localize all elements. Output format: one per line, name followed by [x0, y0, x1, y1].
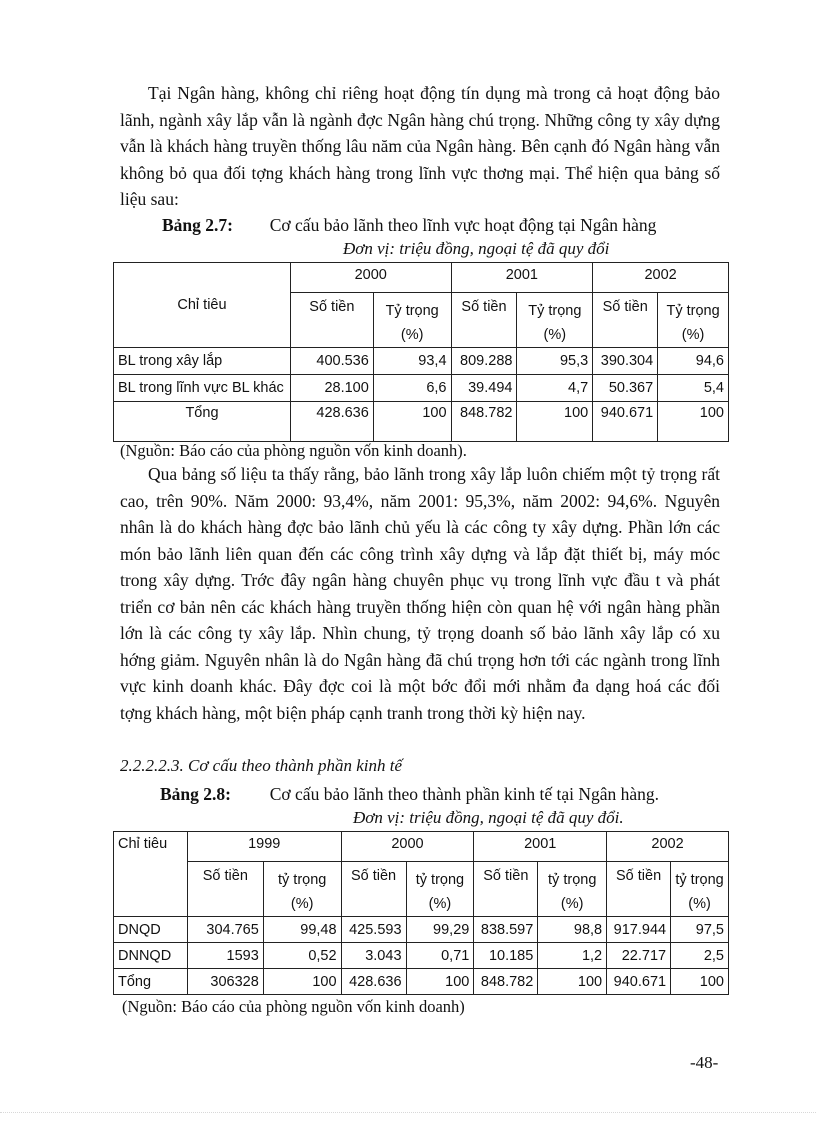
- table2-row-label: Tổng: [114, 969, 188, 995]
- table2-cell: 99,29: [406, 917, 474, 943]
- table-row: [114, 348, 729, 375]
- table2-cell: 2,5: [671, 943, 729, 969]
- table2-year-header: 1999: [187, 832, 341, 862]
- table1-cell: 809.288: [451, 348, 517, 375]
- table1-cell: 95,3: [517, 348, 593, 375]
- table2-cell: 1593: [187, 943, 263, 969]
- table1-cell: 100: [517, 402, 593, 442]
- table2-cell: 0,52: [263, 943, 341, 969]
- table1-cell: 28.100: [290, 375, 373, 402]
- table2-source: (Nguồn: Báo cáo của phòng nguồn vốn kinh doanh): [122, 997, 465, 1016]
- table1-year-header: 2000: [290, 263, 451, 293]
- table2-cell: 98,8: [538, 917, 607, 943]
- table1-header-indicator: Chỉ tiêu: [114, 263, 291, 348]
- table1-cell: 940.671: [593, 402, 658, 442]
- table1-year-header: 2002: [593, 263, 729, 293]
- table2-cell: 1,2: [538, 943, 607, 969]
- table1-cell: 94,6: [658, 348, 729, 375]
- table2-col-share: tỷ trọng (%): [406, 862, 474, 917]
- table2-cell: 100: [263, 969, 341, 995]
- table2-unit: Đơn vị: triệu đồng, ngoại tệ đã quy đổi.: [353, 808, 624, 827]
- table1-cell: 5,4: [658, 375, 729, 402]
- table1-cell: 100: [373, 402, 451, 442]
- table2-cell: 848.782: [474, 969, 538, 995]
- table2-year-header: 2002: [607, 832, 729, 862]
- page-number: -48-: [690, 1053, 719, 1072]
- table2-cell: 10.185: [474, 943, 538, 969]
- table2-cell: 425.593: [341, 917, 406, 943]
- intro-paragraph-text: Tại Ngân hàng, không chỉ riêng hoạt động tín dụng mà trong cả hoạt động bảo lãnh, ngành xây lắp vẫn là ngành đợc Ngân hàng chú trọng. Những công ty xây dựng vẫn là khách hàng truyền thống lâu năm của Ngân hàng. Bên cạnh đó Ngân hàng vẫn không bỏ qua đối tợng khách hàng trong lĩnh vực thơng mại. Thể hiện qua bảng số liệu sau:: [120, 83, 720, 209]
- table2-cell: 940.671: [607, 969, 671, 995]
- table1-label: Bảng 2.7:: [162, 215, 233, 235]
- table2-cell: 838.597: [474, 917, 538, 943]
- table1-col-share: Tỷ trọng (%): [517, 293, 593, 348]
- table1-row-label: Tổng: [114, 402, 291, 442]
- table-row: [114, 917, 729, 943]
- table1: [113, 262, 729, 442]
- table2-cell: 100: [671, 969, 729, 995]
- table2-year-header: 2000: [341, 832, 474, 862]
- table1-cell: 400.536: [290, 348, 373, 375]
- table2-col-amount: Số tiền: [341, 862, 406, 917]
- table1-cell: 848.782: [451, 402, 517, 442]
- table2-col-share: tỷ trọng (%): [263, 862, 341, 917]
- table1-cell: 50.367: [593, 375, 658, 402]
- table1-caption: [162, 213, 656, 237]
- table2-cell: 97,5: [671, 917, 729, 943]
- table1-col-amount: Số tiền: [451, 293, 517, 348]
- table1-source: (Nguồn: Báo cáo của phòng nguồn vốn kinh doanh).: [120, 441, 467, 460]
- table2-col-amount: Số tiền: [607, 862, 671, 917]
- table1-unit: Đơn vị: triệu đồng, ngoại tệ đã quy đổi: [343, 239, 610, 258]
- table1-title: Cơ cấu bảo lãnh theo lĩnh vực hoạt động tại Ngân hàng: [269, 215, 657, 235]
- analysis-paragraph-text: Qua bảng số liệu ta thấy rằng, bảo lãnh trong xây lắp luôn chiếm một tỷ trọng rất cao, trên 90%. Năm 2000: 93,4%, năm 2001: 95,3%, năm 2002: 94,6%. Nguyên nhân là do khách hàng đợc bảo lãnh chủ yếu là các công ty xây dựng. Phần lớn các món bảo lãnh liên quan đến các công trình xây dựng và lắp đặt thiết bị, máy móc trong xây dựng. Trớc đây ngân hàng chuyên phục vụ trong lĩnh vực đầu t và phát triển cơ bản nên các khách hàng truyền thống hiện còn quan hệ với ngân hàng phần lớn là các công ty xây lắp. Nhìn chung, tỷ trọng doanh số bảo lãnh xây lắp có xu hớng giảm. Nguyên nhân là do Ngân hàng đã chú trọng hơn tới các ngành trong lĩnh vực kinh doanh khác. Đây đợc coi là một bớc đổi mới nhằm đa dạng hoá các đối tợng khách hàng, một biện pháp cạnh tranh trong thời kỳ hiện nay.: [120, 464, 720, 723]
- page-bottom-divider: [0, 1112, 816, 1113]
- table1-row-label: BL trong xây lắp: [114, 348, 291, 375]
- table2-cell: 428.636: [341, 969, 406, 995]
- table1-cell: 93,4: [373, 348, 451, 375]
- table2-cell: 917.944: [607, 917, 671, 943]
- table2-cell: 100: [406, 969, 474, 995]
- table1-col-share: Tỷ trọng (%): [658, 293, 729, 348]
- table2: [113, 831, 729, 995]
- table1-cell: 390.304: [593, 348, 658, 375]
- analysis-paragraph: [120, 461, 720, 726]
- table2-col-share: tỷ trọng (%): [538, 862, 607, 917]
- table2-col-amount: Số tiền: [474, 862, 538, 917]
- table-row: [114, 375, 729, 402]
- table2-title: Cơ cấu bảo lãnh theo thành phần kinh tế tại Ngân hàng.: [269, 784, 660, 804]
- table1-cell: 6,6: [373, 375, 451, 402]
- table2-cell: 3.043: [341, 943, 406, 969]
- section-heading: 2.2.2.2.3. Cơ cấu theo thành phần kinh tế: [120, 756, 402, 775]
- table2-row-label: DNQD: [114, 917, 188, 943]
- table-row: [114, 969, 729, 995]
- table1-col-amount: Số tiền: [290, 293, 373, 348]
- table2-cell: 0,71: [406, 943, 474, 969]
- table2-col-amount: Số tiền: [187, 862, 263, 917]
- table1-cell: 39.494: [451, 375, 517, 402]
- table-row: [114, 402, 729, 442]
- table2-label: Bảng 2.8:: [160, 784, 231, 804]
- table2-header-indicator: Chỉ tiêu: [114, 832, 188, 917]
- table2-cell: 99,48: [263, 917, 341, 943]
- table1-cell: 100: [658, 402, 729, 442]
- table2-year-header: 2001: [474, 832, 607, 862]
- table1-col-share: Tỷ trọng (%): [373, 293, 451, 348]
- intro-paragraph: [120, 80, 720, 213]
- table1-year-header: 2001: [451, 263, 593, 293]
- table2-cell: 304.765: [187, 917, 263, 943]
- table2-row-label: DNNQD: [114, 943, 188, 969]
- table-row: [114, 943, 729, 969]
- table1-cell: 4,7: [517, 375, 593, 402]
- table2-cell: 22.717: [607, 943, 671, 969]
- table1-row-label: BL trong lĩnh vực BL khác: [114, 375, 291, 402]
- table2-cell: 306328: [187, 969, 263, 995]
- table2-col-share: tỷ trọng (%): [671, 862, 729, 917]
- table1-col-amount: Số tiền: [593, 293, 658, 348]
- table2-caption: [160, 782, 659, 806]
- table2-cell: 100: [538, 969, 607, 995]
- table1-cell: 428.636: [290, 402, 373, 442]
